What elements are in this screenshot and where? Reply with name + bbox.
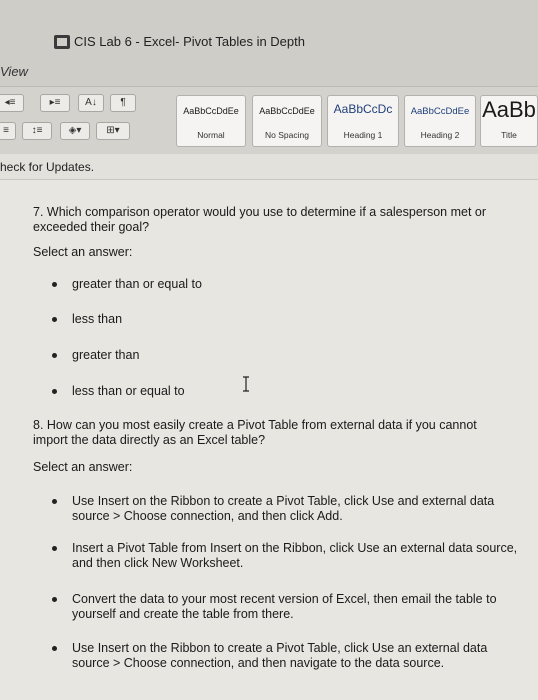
style-sample: AaBbCcDdEe — [410, 106, 470, 117]
text-cursor-icon — [241, 376, 251, 392]
increase-indent-button[interactable] — [40, 94, 70, 112]
style-heading-1[interactable] — [327, 95, 399, 147]
question-8-text: 8. How can you most easily create a Pivot Table from external data if you cannot import the data directly as an Excel table? — [33, 418, 477, 447]
bullet-icon — [52, 646, 57, 651]
justify-icon: ≡ — [3, 125, 9, 136]
style-name: Title — [501, 130, 517, 140]
bullet-icon — [52, 282, 57, 287]
style-title[interactable] — [480, 95, 538, 147]
ribbon — [0, 86, 538, 154]
q8-answer-option[interactable] — [52, 494, 528, 524]
bullet-icon — [52, 389, 57, 394]
window-title: CIS Lab 6 - Excel- Pivot Tables in Depth — [74, 34, 305, 49]
answer-label: less than — [72, 312, 123, 326]
line-spacing-icon: ↕≡ — [31, 125, 43, 136]
q7-answer-option[interactable] — [52, 384, 528, 399]
style-sample: AaBbCcDdEe — [183, 106, 239, 116]
bullet-icon — [52, 317, 57, 322]
pilcrow-icon: ¶ — [120, 97, 126, 108]
document-page — [0, 180, 538, 700]
menu-row — [0, 58, 538, 86]
sort-button[interactable] — [78, 94, 104, 112]
sort-az-icon: A↓ — [85, 97, 97, 108]
show-paragraph-marks-button[interactable] — [110, 94, 136, 112]
q8-answer-option[interactable] — [52, 592, 528, 622]
increase-indent-icon: ▸≡ — [49, 97, 61, 108]
bullet-icon — [52, 597, 57, 602]
window-title-bar — [0, 0, 538, 58]
answer-label: Use Insert on the Ribbon to create a Pivot Table, click Use an external data source > Choose connection, and then navigate to the data source. — [72, 641, 488, 670]
question-7-text: 7. Which comparison operator would you use to determine if a salesperson met or exceeded their goal? — [33, 205, 487, 234]
style-no-spacing[interactable] — [252, 95, 322, 147]
answer-label: Convert the data to your most recent version of Excel, then email the table to yourself and create the table from there. — [72, 592, 497, 621]
paint-bucket-icon: ◈▾ — [68, 125, 82, 136]
word-document-icon — [54, 35, 70, 49]
select-answer-label: Select an answer: — [33, 245, 133, 259]
select-answer-label: Select an answer: — [33, 460, 133, 474]
style-sample: AaBbCcDdEe — [259, 106, 315, 116]
q8-answer-option[interactable] — [52, 641, 528, 671]
answer-label: greater than — [72, 348, 140, 362]
bullet-icon — [52, 546, 57, 551]
bullet-icon — [52, 353, 57, 358]
style-name: Normal — [197, 130, 225, 140]
answer-label: less than or equal to — [72, 384, 185, 398]
update-notification-bar — [0, 154, 538, 180]
shading-button[interactable] — [60, 122, 90, 140]
answer-label: greater than or equal to — [72, 277, 202, 291]
style-normal[interactable] — [176, 95, 246, 147]
style-name: Heading 1 — [343, 130, 383, 140]
line-spacing-button[interactable] — [22, 122, 52, 140]
q8-answer-option[interactable] — [52, 541, 528, 571]
decrease-indent-icon: ◂≡ — [4, 97, 16, 108]
decrease-indent-button[interactable] — [0, 94, 24, 112]
style-sample: AaBb — [482, 97, 536, 122]
answer-label: Insert a Pivot Table from Insert on the Ribbon, click Use an external data source, and then click New Worksheet. — [72, 541, 518, 570]
q7-answer-option[interactable] — [52, 348, 528, 363]
q7-answer-option[interactable] — [52, 312, 528, 327]
justify-button[interactable] — [0, 122, 16, 140]
borders-button[interactable] — [96, 122, 130, 140]
style-heading-2[interactable] — [404, 95, 476, 147]
style-name: No Spacing — [265, 130, 309, 140]
answer-label: Use Insert on the Ribbon to create a Pivot Table, click Use and external data source > Choose connection, and then click Add. — [72, 494, 495, 523]
style-sample: AaBbCcDc — [333, 102, 393, 116]
bullet-icon — [52, 499, 57, 504]
check-for-updates-link[interactable]: heck for Updates. — [0, 160, 95, 174]
q7-answer-option[interactable] — [52, 277, 528, 292]
borders-icon: ⊞▾ — [106, 125, 120, 136]
menu-view[interactable]: View — [0, 64, 28, 79]
style-name: Heading 2 — [420, 130, 460, 140]
